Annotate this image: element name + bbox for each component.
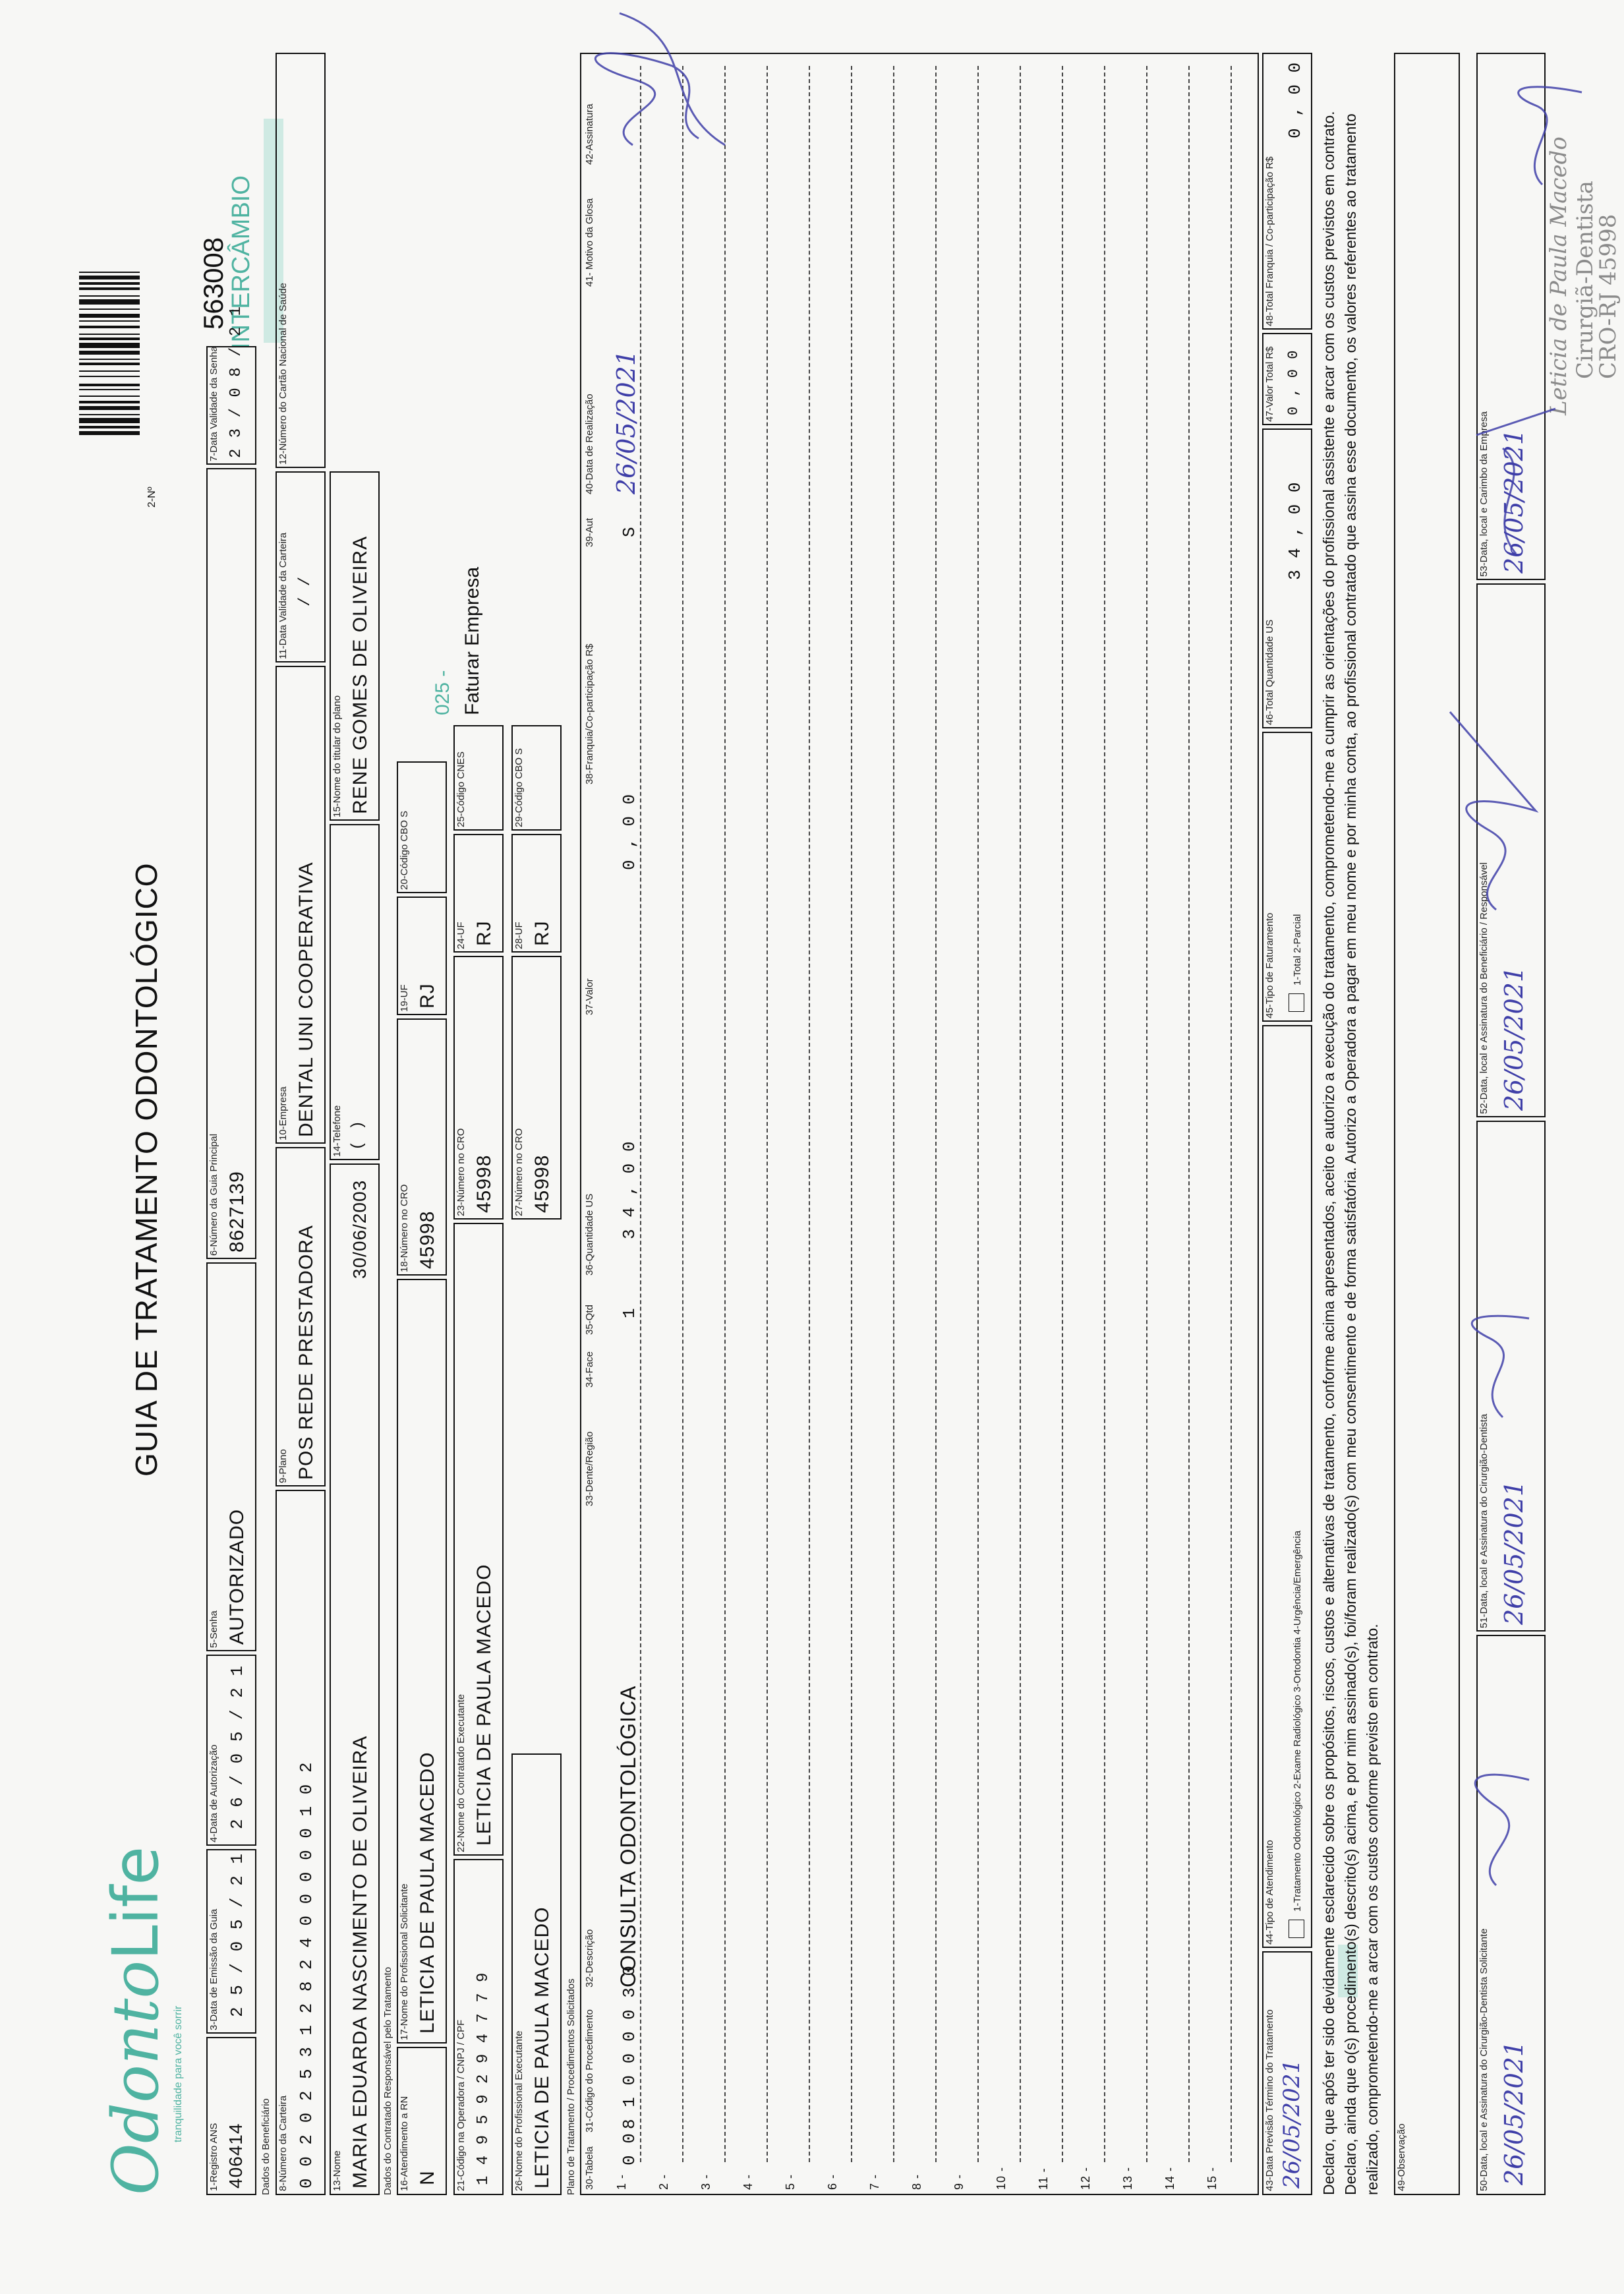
guide-number: 563008 [198,237,229,330]
row-line [1104,66,1105,2162]
barcode-bar [79,401,140,403]
field-16-label: 16-Atendimento a RN [399,2096,410,2191]
row-number: 13 - [1121,2166,1134,2190]
field-4-label: 4-Data de Autorização [208,1744,219,1842]
field-5-label: 5-Senha [208,1610,219,1648]
barcode-bar [79,384,140,386]
field-27-label: 27-Número no CRO [513,1128,525,1216]
stamp-cro: CRO-RJ 45998 [1595,214,1621,379]
col-header-35: 35-Qtd [584,1305,595,1335]
field-27-value: 45998 [531,1154,553,1213]
field-13-value: MARIA EDUARDA NASCIMENTO DE OLIVEIRA [349,1735,371,2189]
row-number: 11 - [1037,2167,1050,2190]
field-15-value: RENE GOMES DE OLIVEIRA [349,535,371,814]
field-20-label: 20-Código CBO S [399,810,410,890]
row-number: 14 - [1163,2166,1176,2190]
field-46-label: 46-Total Quantidade US [1264,619,1275,725]
field-28-label: 28-UF [513,922,525,949]
col-header-32: 32-Descrição [584,1929,595,1987]
barcode-bar [79,299,140,305]
barcode-bar [79,389,140,390]
barcode-bar [79,334,140,335]
field-3-value: 2 5 / 0 5 / 2 1 [227,1852,247,2017]
row-number: 15 - [1205,2166,1219,2190]
row-line [809,66,810,2162]
field-18-value: 45998 [417,1210,438,1269]
row-line [724,66,726,2162]
barcode-bar [79,326,140,328]
brand-life: Life [99,1846,173,1960]
field-17-label: 17-Nome do Profissional Solicitante [399,1883,410,2040]
field-26-value: LETICIA DE PAULA MACEDO [531,1906,553,2189]
field-21-value: 1 4 9 5 9 2 9 4 7 7 9 [475,1972,492,2185]
field-26-label: 26-Nome do Profissional Executante [513,2030,525,2191]
row1-data-handwritten: 26/05/2021 [612,349,641,494]
billing-code: 025 - [432,670,453,715]
field-13-label: 13-Nome [332,2150,343,2191]
field-16-value: N [417,2170,438,2185]
barcode-bar [79,426,140,428]
field-43-label: 43-Data Previsão Término do Tratamento [1264,2009,1275,2191]
row-number: 9 - [952,2173,966,2190]
barcode-bar [79,276,140,279]
field-5-value: AUTORIZADO [226,1508,248,1645]
field-47-value: 0 , 0 0 [1285,349,1302,415]
field-51-value: 26/05/2021 [1499,1480,1528,1625]
field-7-label: 7-Data Validade da Senha [208,346,219,461]
barcode-bar [79,320,140,322]
field-19-value: RJ [417,983,438,1009]
exchange-label: INTERCÂMBIO [227,175,255,349]
row-number: 4 - [741,2173,755,2190]
row-number: 7 - [868,2173,881,2190]
row-line [851,66,852,2162]
field-1-value: 406414 [225,2123,246,2189]
field-51-label: 51-Data, local e Assinatura do Cirurgião-Dentista [1478,1413,1490,1628]
row1-tabela: 0 0 [620,2132,639,2165]
field-4-value: 2 6 / 0 5 / 2 1 [227,1664,247,1829]
col-header-36: 36-Quantidade US [584,1193,595,1276]
billing-text: Faturar Empresa [461,566,483,715]
field-18-label: 18-Número no CRO [399,1184,410,1272]
row-line [682,66,683,2162]
barcode-bar [79,359,140,360]
row1-codigo: 8 1 0 0 0 0 3 0 [620,1964,639,2129]
field-19-label: 19-UF [399,984,410,1012]
field-22-value: LETICIA DE PAULA MACEDO [473,1564,495,1846]
field-44-label: 44-Tipo de Atendimento [1264,1840,1275,1945]
field-52-value: 26/05/2021 [1499,966,1528,1111]
row-line [1062,66,1063,2162]
barcode-bar [79,376,140,377]
field-21-label: 21-Código na Operadora / CNPJ / CPF [455,2019,467,2191]
field-24-label: 24-UF [455,922,467,949]
field-9-label: 9-Plano [277,1449,289,1483]
field-14-label: 14-Telefone [332,1105,343,1157]
beneficiary-section: Dados do Beneficiário [260,2098,272,2195]
field-29-label: 29-Código CBO S [513,748,525,827]
field-45-label: 45-Tipo de Faturamento [1264,912,1275,1018]
field-11-value: / / [297,575,314,606]
field-10-label: 10-Empresa [277,1086,289,1140]
row-line [1146,66,1147,2162]
birth-date: 30/06/2003 [349,1179,370,1279]
field-3-label: 3-Data de Emissão da Guia [208,1908,219,2030]
row-line [1188,66,1190,2162]
barcode-bar [79,272,140,273]
brand-main: Odonto [99,1960,173,2195]
field-47-label: 47-Valor Total R$ [1264,346,1275,422]
barcode-bar [79,295,140,297]
field-44-options: 1-Tratamento Odontológico 2-Exame Radiológico 3-Ortodontia 4-Urgência/Emergência [1292,1530,1303,1912]
row1-qtd: 1 [620,1307,639,1318]
field-48-value: 0 , 0 0 [1285,61,1305,138]
field-50-value: 26/05/2021 [1499,2040,1528,2185]
row1-valor: 0 , 0 0 [620,793,639,870]
row-number: 12 - [1079,2166,1092,2190]
barcode-bar [79,418,140,423]
col-header-41: 41- Motivo da Glosa [584,198,595,287]
col-header-33: 33-Dente/Região [584,1431,595,1506]
barcode-bar [79,309,140,310]
barcode-bar [79,343,140,348]
col-header-39: 39-Aut [584,517,595,547]
field-6-label: 6-Número da Guia Principal [208,1133,219,1256]
row-line [935,66,937,2162]
row1-aut: S [620,526,639,537]
field-48-label: 48-Total Franquia / Co-participação R$ [1264,156,1275,326]
row1-descricao: CONSULTA ODONTOLÓGICA [616,1685,640,1987]
field-15-label: 15-Nome do titular do plano [332,695,343,817]
field-25-label: 25-Código CNES [455,751,467,827]
col-header-42: 42-Assinatura [584,103,595,165]
stamp-title: Cirurgiã-Dentista [1572,181,1598,379]
field-46-value: 3 4 , 0 0 [1285,481,1305,580]
form-title: GUIA DE TRATAMENTO ODONTOLÓGICO [129,862,163,1477]
field-11-label: 11-Data Validade da Carteira [277,532,289,659]
barcode-bar [79,338,140,340]
field-28-value: RJ [531,920,553,946]
col-header-37: 37-Valor [584,978,595,1015]
barcode-bar [79,414,140,415]
field-12-label: 12-Número do Cartão Nacional de Saúde [277,283,289,465]
field-22-label: 22-Nome do Contratado Executante [455,1693,467,1852]
field-49-label: 49-Observação [1396,2123,1407,2191]
field-17-value: LETICIA DE PAULA MACEDO [417,1751,438,2034]
barcode-bar [79,314,140,318]
field-43-value: 26/05/2021 [1279,2059,1305,2189]
field-23-label: 23-Número no CRO [455,1128,467,1216]
field-10-value: DENTAL UNI COOPERATIVA [295,862,317,1137]
procedures-section: Plano de Tratamento / Procedimentos Solicitados [566,1978,577,2195]
row-line [1231,66,1232,2162]
field-7-value: 2 3 / 0 8 / 2 1 [227,305,245,458]
col-header-30: 30-Tabela [584,2146,595,2190]
barcode-bar [79,287,140,290]
stamp-name: Leticia de Paula Macedo [1546,136,1572,415]
row-number: 10 - [995,2166,1008,2190]
row-line [767,66,768,2162]
row-line [1020,66,1021,2162]
col-header-31: 31-Código do Procedimento [584,2009,595,2132]
row-number: 3 - [699,2173,712,2190]
row-number: 1 - [615,2173,628,2190]
field-8-label: 8-Número da Carteira [277,2095,289,2191]
barcode-bar [79,370,140,372]
barcode-bar [79,363,140,365]
barcode-bar [79,282,140,285]
field-14-value: ( ) [349,1119,367,1150]
field-8-value: 0 0 2 0 2 5 3 1 2 8 2 4 0 0 0 0 0 1 0 2 [297,1761,316,2189]
col-header-38: 38-Franquia/Co-participação R$ [584,643,595,784]
guide-number-label: 2-Nº [146,486,158,508]
row-number: 6 - [826,2173,839,2190]
field-9-value: POS REDE PRESTADORA [295,1225,317,1480]
row-line [977,66,979,2162]
field-52-label: 52-Data, local e Assinatura do Beneficiário / Responsável [1478,862,1490,1114]
barcode-bar [79,406,140,410]
row-number: 5 - [784,2173,797,2190]
barcode-bar [79,396,140,397]
field-53-label: 53-Data, local e Carimbo da Empresa [1478,411,1490,577]
field-50-label: 50-Data, local e Assinatura do Cirurgião-Dentista Solicitante [1478,1928,1490,2191]
col-header-40: 40-Data de Realização [584,394,595,494]
field-53-value: 26/05/2021 [1499,428,1528,574]
row1-us: 3 4 , 0 0 [620,1140,639,1239]
brand-logo [99,1846,185,2195]
declaration-text: Declaro, que após ter sido devidamente esclarecido sobre os propósitos, riscos, custos e alternativas de tratamento, conforme acima apresentados, aceito e autorizo a execução do tratamento, comprometendo-me a cumprir as orientações do profissional assistente e arcar com os custos previstos em contrato. Declaro, ainda que o(s) procedimento(s) descrito(s) acima, e por mim assinado(s), foi/foram realizado(s) com meu consentimento e de forma satisfatória. Autorizo a Operadora a pagar em meu nome e por minha conta, ao profissional contratado que assina esse documento, os valores referentes ao tratamento realizado, comprometendo-me a arcar com os custos conforme previsto em contrato. [1320,111,1381,2195]
field-24-value: RJ [473,920,495,946]
field-45-checkbox[interactable] [1289,993,1304,1012]
requester-section: Dados do Contratado Responsável pelo Tratamento [382,1966,393,2195]
row-line [893,66,894,2162]
field-6-value: 8627139 [226,1171,248,1252]
field-44-checkbox[interactable] [1289,1920,1304,1938]
field-44 [1262,1025,1312,1948]
col-header-34: 34-Face [584,1351,595,1388]
barcode-bar [79,431,140,435]
row-number: 2 - [657,2173,670,2190]
field-1-label: 1-Registro ANS [208,2123,219,2191]
barcode-bar [79,351,140,355]
field-23-value: 45998 [473,1154,495,1213]
field-45-options: 1-Total 2-Parcial [1292,914,1303,985]
barcode [79,158,140,435]
field-49 [1394,53,1460,2195]
row-number: 8 - [910,2173,923,2190]
brand-tagline: tranquilidade para você sorrir [173,2005,184,2142]
